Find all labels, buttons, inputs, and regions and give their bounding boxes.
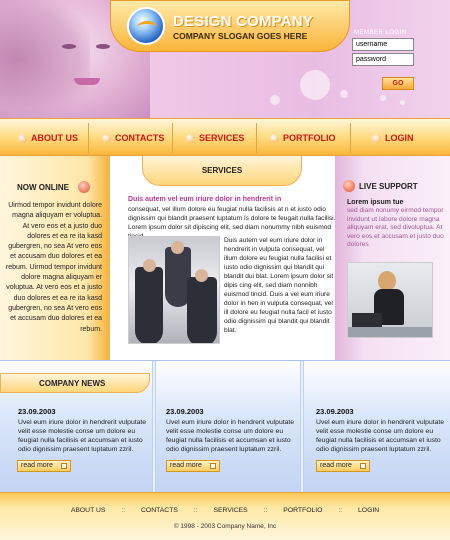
news-title: COMPANY NEWS	[39, 379, 106, 388]
arrow-bullet-icon	[78, 181, 90, 193]
services-panel	[110, 156, 335, 360]
footer-link-about-us[interactable]: ABOUT US	[70, 507, 106, 514]
member-login	[350, 30, 450, 87]
news-date: 23.09.2003	[316, 407, 354, 416]
news-date: 23.09.2003	[166, 407, 204, 416]
nav-bullet-icon	[102, 134, 111, 143]
now-online-title: NOW ONLINE	[17, 183, 69, 192]
nav-label: LOGIN	[385, 133, 414, 143]
services-lead: Duis autem vel eum iriure dolor in hendrerit in	[128, 196, 282, 203]
services-side-text: Duis autem vel eum iriure dolor in hendrerit in vulputa consequat, vel illum dolore eu feugiat nulla facilisi et iusto odio dignissim qui blandit qui blandit dui blat. Lorem ipsum dolor sit dipis cing elit, sed diam nonnibh euismod tincid. Duis a vel eum iriure dolor in hen in vulputa consequat, vel ill dolore eu feugiat nulla facil et iusto odio dignissim qui blandit qui blandit blat.	[224, 237, 334, 334]
nav-contacts[interactable]	[88, 119, 164, 157]
nav-label: CONTACTS	[115, 133, 165, 143]
footer-link-portfolio[interactable]: PORTFOLIO	[283, 507, 323, 514]
nav-bullet-icon	[18, 134, 27, 143]
company-news-section	[0, 360, 450, 492]
footer-separator: ::	[263, 507, 268, 514]
nav-login[interactable]	[358, 119, 414, 157]
services-intro-text: consequat, vel illum dolore eu feugiat nulla facilisis at n et iusto odio dignissim qui blandit praesent luptatum ïs dolore te feugait nulla facilisi. Lorem ipsum dolor sit dipiscing elit, sed diam nonummy nibh euismod	[128, 206, 336, 231]
arrow-right-icon	[210, 463, 216, 469]
now-online-panel	[0, 156, 110, 360]
news-text: Uvel eum iriure dolor in hendrerit vulputate velit esse molestie conse um dolore eu feugiat nulla facilisis et accumsan et iusto odio dignissim praesent luptatum zzril.	[316, 419, 445, 453]
nav-portfolio[interactable]	[256, 119, 336, 157]
arrow-right-icon	[61, 463, 67, 469]
live-support-title: LIVE SUPPORT	[359, 182, 418, 191]
news-text: Uvel eum iriure dolor in hendrerit vulputate velit esse molestie conse um dolore eu feugiat nulla facilisis et accumsan et iusto odio dignissim praesent luptatum zzril.	[166, 419, 295, 453]
nav-label: ABOUT US	[31, 133, 78, 143]
footer-separator: ::	[193, 507, 198, 514]
main-nav	[0, 118, 450, 156]
live-support-lead: Lorem ipsum tue	[347, 199, 404, 206]
footer-link-login[interactable]: LOGIN	[358, 507, 380, 514]
nav-divider	[350, 123, 351, 153]
business-team-photo	[128, 236, 220, 344]
news-tab	[0, 373, 150, 393]
read-more-label: read more	[21, 462, 53, 469]
copyright: © 1998 - 2003 Company Name, Inc	[173, 523, 277, 530]
header	[0, 0, 450, 118]
footer-separator: ::	[121, 507, 126, 514]
live-support-panel	[335, 156, 450, 360]
news-item	[166, 407, 301, 454]
now-online-text: Uirmod tempor invidunt dolore magna aliquyam er voluptua. At vero eos et a justo duo dolores et ea re ita kasd gubergren, no sea At vero eos et accusam duo dolores et ea rebum. Uirmod tempor invidunt dolore magna aliquyam er voluptua. At vero eos et a justo duo dolores et ea re ita kasd gubergren, no sea At vero eos et accusam duo dolores et ea rebum.	[5, 202, 102, 333]
company-slogan: COMPANY SLOGAN GOES HERE	[173, 31, 308, 41]
footer	[0, 492, 450, 540]
support-agent-photo	[347, 262, 433, 338]
nav-label: SERVICES	[199, 133, 245, 143]
nav-about-us[interactable]	[4, 119, 78, 157]
live-support-text: sed diam nonumy eirmod tempor invidunt ut labore dolore magna aliquyam erat, sed divoluptua. At vero eos et accusam et justo duo dolores	[347, 207, 444, 249]
arrow-right-icon	[360, 463, 366, 469]
password-field[interactable]	[352, 53, 414, 66]
nav-bullet-icon	[372, 134, 381, 143]
news-text: Uvel eum iriure dolor in hendrerit vulputate velit esse molestie conse um dolore eu feugiat nulla facilisis et accumsan et iusto odio dignissim praesent luptatum zzril.	[18, 419, 147, 453]
arrow-bullet-icon	[343, 180, 355, 192]
read-more-button[interactable]	[17, 460, 71, 472]
username-field[interactable]	[352, 38, 414, 51]
read-more-label: read more	[170, 462, 202, 469]
read-more-label: read more	[320, 462, 352, 469]
read-more-button[interactable]	[166, 460, 220, 472]
services-tab	[142, 156, 302, 186]
nav-bullet-icon	[186, 134, 195, 143]
read-more-button[interactable]	[316, 460, 370, 472]
company-logo-icon	[127, 7, 165, 45]
login-go-button[interactable]: GO	[382, 77, 414, 90]
footer-links	[0, 507, 450, 514]
footer-link-contacts[interactable]: CONTACTS	[141, 507, 178, 514]
nav-services[interactable]	[172, 119, 244, 157]
nav-label: PORTFOLIO	[283, 133, 336, 143]
news-date: 23.09.2003	[18, 407, 56, 416]
nav-bullet-icon	[270, 134, 279, 143]
services-title: SERVICES	[201, 166, 243, 175]
footer-separator: ::	[338, 507, 343, 514]
news-item	[18, 407, 153, 454]
company-name: DESIGN COMPANY	[173, 13, 314, 30]
login-title: MEMBER LOGIN	[354, 30, 407, 36]
footer-link-services[interactable]: SERVICES	[213, 507, 248, 514]
news-item	[316, 407, 450, 454]
logo-bar	[110, 0, 350, 52]
